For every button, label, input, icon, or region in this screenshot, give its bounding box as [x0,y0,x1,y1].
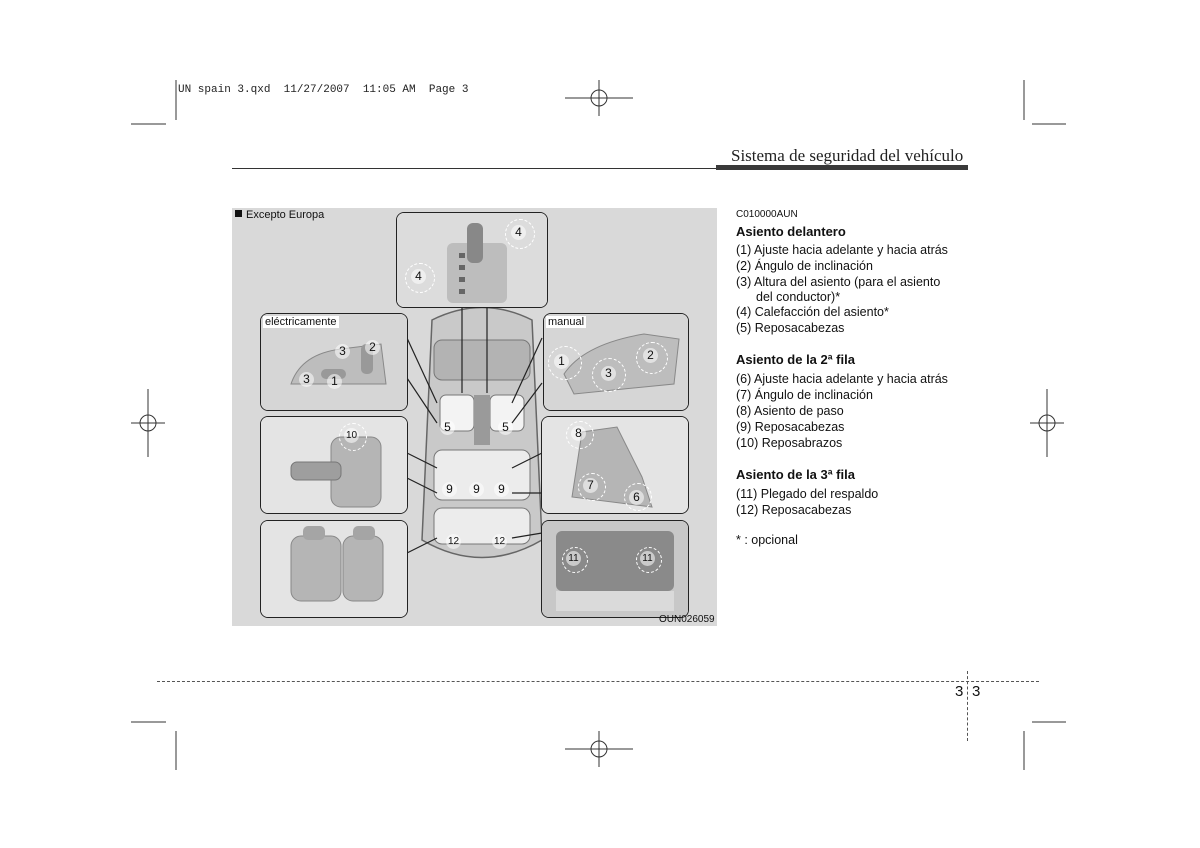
third-item-12: (12) Reposacabezas [736,503,852,517]
panel-manual-seat [543,313,689,411]
header-rule [232,168,716,169]
seat-figure [232,208,717,626]
panel-seat-heater [396,212,548,308]
figure-note-text: Excepto Europa [246,209,325,221]
page-number: 3 [972,683,981,700]
callout-8: 8 [571,426,586,441]
callout-4-right: 4 [511,225,526,240]
figure-note [235,209,324,221]
callout-10: 10 [345,430,358,441]
second-row-illustration [542,417,688,513]
header-rule-thick [716,165,968,170]
callout-3-top: 3 [335,344,350,359]
label-manual: manual [548,316,585,328]
cargo-illustration [542,521,688,617]
callout-5-right: 5 [498,420,513,435]
third-row-illustration [261,521,407,617]
callout-9-right: 9 [494,482,509,497]
callout-11-right: 11 [640,551,655,566]
third-item-11: (11) Plegado del respaldo [736,487,879,501]
second-row-heading: Asiento de la 2ª fila [736,352,855,367]
panel-cargo-fold [541,520,689,618]
footer-divider [967,671,968,741]
second-item-8: (8) Asiento de paso [736,404,844,418]
second-item-6: (6) Ajuste hacia adelante y hacia atrás [736,372,948,386]
callout-6: 6 [629,490,644,505]
third-row-heading: Asiento de la 3ª fila [736,467,855,482]
square-bullet-icon [235,210,242,217]
panel-armrest [260,416,408,514]
second-item-7: (7) Ángulo de inclinación [736,388,873,402]
callout-11-left: 11 [566,551,581,566]
second-item-10: (10) Reposabrazos [736,436,843,450]
panel-second-row [541,416,689,514]
footnote: * : opcional [736,533,798,547]
electric-switch-illustration [261,314,407,410]
callout-12-right: 12 [493,536,506,547]
page-section-number: 3 [955,683,964,700]
callout-9-center: 9 [469,482,484,497]
front-item-3: (3) Altura del asiento (para el asiento [736,275,941,289]
callout-2: 2 [643,348,658,363]
print-slug: UN spain 3.qxd 11/27/2007 11:05 AM Page 3 [178,84,469,96]
front-item-2: (2) Ángulo de inclinación [736,259,873,273]
section-title: Sistema de seguridad del vehículo [731,146,964,165]
armrest-illustration [261,417,407,513]
footer-rule [157,681,1039,682]
callout-2: 2 [365,340,380,355]
label-electric: eléctricamente [265,316,337,328]
callout-5-left: 5 [440,420,455,435]
callout-1: 1 [554,354,569,369]
callout-7: 7 [583,478,598,493]
panel-electric-seat [260,313,408,411]
front-item-5: (5) Reposacabezas [736,321,845,335]
callout-1: 1 [327,374,342,389]
callout-12-left: 12 [447,536,460,547]
callout-3-bottom: 3 [299,372,314,387]
callout-4-left: 4 [411,269,426,284]
panel-third-row-seat [260,520,408,618]
section-code: C010000AUN [736,209,798,220]
callout-9-left: 9 [442,482,457,497]
callout-3: 3 [601,366,616,381]
front-item-1: (1) Ajuste hacia adelante y hacia atrás [736,243,948,257]
front-item-3-cont: del conductor)* [756,290,841,304]
front-seat-heading: Asiento delantero [736,224,846,239]
front-item-4: (4) Calefacción del asiento* [736,305,889,319]
figure-code: OUN026059 [659,614,715,625]
second-item-9: (9) Reposacabezas [736,420,845,434]
